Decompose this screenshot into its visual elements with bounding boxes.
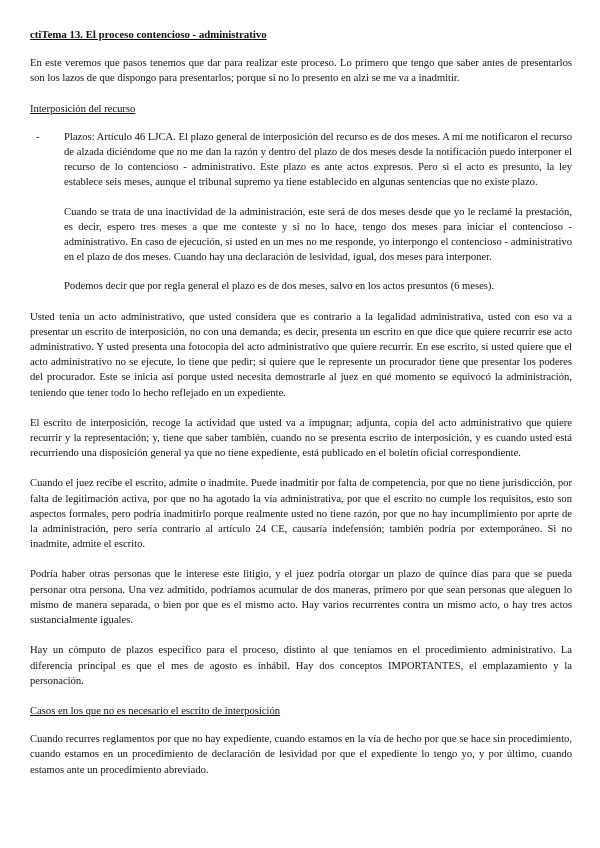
body-paragraph: Usted tenía un acto administrativo, que usted considera que es contrario a la legalidad administrativa, usted con eso va a presentar un escrito de interposición, no con una demanda; es decir, presenta un escrito en que dice que quiere recurrir ese acto administrativo. Y usted presenta una fotocopia del acto administrativo que quiere recurrir. En ese escrito, si usted quiere que el acto administrativo no se ejecute, lo tiene que pedir; si quiere que le represente un procurador tiene que presentar los poderes del procurador. Este se inicia así porque usted necesita demostrarle al juez en qué momento se equivocó la administración, teniendo que tener todo lo hecho reflejado en un expediente. [30, 311, 572, 399]
plazos-list-item [30, 130, 572, 295]
bullet-marker: - [36, 131, 40, 143]
body-paragraph: Cuando el juez recibe el escrito, admite o inadmite. Puede inadmitir por falta de competencia, por que no tiene jurisdicción, por falta de legitimación activa, por que no ha agotado la vía administrativa, por que el escrito no cumple los requisitos, esto son aspectos formales, pero podría inadmitirlo porque realmente usted no tiene razón, por que no hay incumplimiento por aprte de la administración, pero sería contrario al artículo 24 CE, causaría indefensión; también podría por extemporáneo. Si no inadmite, admite el escrito. [30, 478, 572, 551]
body-paragraph: El escrito de interposición, recoge la actividad que usted va a impugnar; adjunta, copia del acto administrativo que quiere recurrir y la representación; y, tiene que saber también, cuando no se presenta escrito de interposición, y es cuando usted está recurriendo una disposición general ya que no tiene expediente, está publicado en el boletín oficial correspondiente. [30, 417, 572, 460]
plazos-paragraph: Plazos: Artículo 46 LJCA. El plazo general de interposición del recurso es de dos meses. A mi me notificaron el recurso de alzada diciéndome que no me dan la razón y dentro del plazo de dos meses desde la notificación puedo interponer el recurso de lo contencioso - administrativo. Este plazo es ante actos expresos. Pero si el acto es presunto, la ley establece seis meses, aunque el tribunal supremo ya tiene establecido en algunas sentencias que no existe plazo. [64, 131, 572, 189]
closing-paragraph: Cuando recurres reglamentos por que no hay expediente, cuando estamos en la vía de hecho por que se hace sin procedimiento, cuando estamos en un procedimiento de declaración de lesividad por que el expediente lo tengo yo, y por último, cuando estamos ante un procedimiento abreviado. [30, 734, 572, 776]
body-paragraph: Hay un cómputo de plazos específico para el proceso, distinto al que teníamos en el procedimiento administrativo. La diferencia principal es que el mes de agosto es inhábil. Hay dos conceptos IMPORTANTES, el emplazamiento y la personación. [30, 645, 572, 687]
plazos-paragraph: Cuando se trata de una inactividad de la administración, este será de dos meses desde que yo le reclamé la prestación, es decir, espero tres meses a que me conteste y si no lo hace, tengo dos meses para iniciar el contencioso - administrativo. En caso de ejecución, si usted en un mes no me responde, yo interpongo el contencioso - administrativo en el plazo de dos meses. Cuando hay una declaración de lesividad, igual, dos meses para interponer. [64, 206, 572, 264]
plazos-paragraph: Podemos decir que por regla general el plazo es de dos meses, salvo en los actos presuntos (6 meses). [64, 281, 495, 293]
section-heading-interposicion: Interposición del recurso [30, 103, 136, 115]
section-heading-casos: Casos en los que no es necesario el escrito de interposición [30, 705, 281, 717]
document-title: ctiTema 13. El proceso contencioso - administrativo [30, 29, 267, 41]
body-paragraph: Podría haber otras personas que le interese este litigio, y el juez podría otorgar un plazo de quince días para que se pueda personar otra persona. Una vez admitido, podríamos acumular de dos maneras, primero por que sean personas que aleguen lo mismo de manera separada, o bien por que es el mismo acto. Hay varios recurrentes contra un mismo acto, o hay tres actos sustancialmente iguales. [30, 569, 572, 627]
intro-paragraph: En este veremos que pasos tenemos que dar para realizar este proceso. Lo primero que tengo que saber antes de presentarlos son los lazos de que dispongo para presentarlos; porque si no lo presento en alzi se me va a inadmitir. [30, 58, 572, 85]
